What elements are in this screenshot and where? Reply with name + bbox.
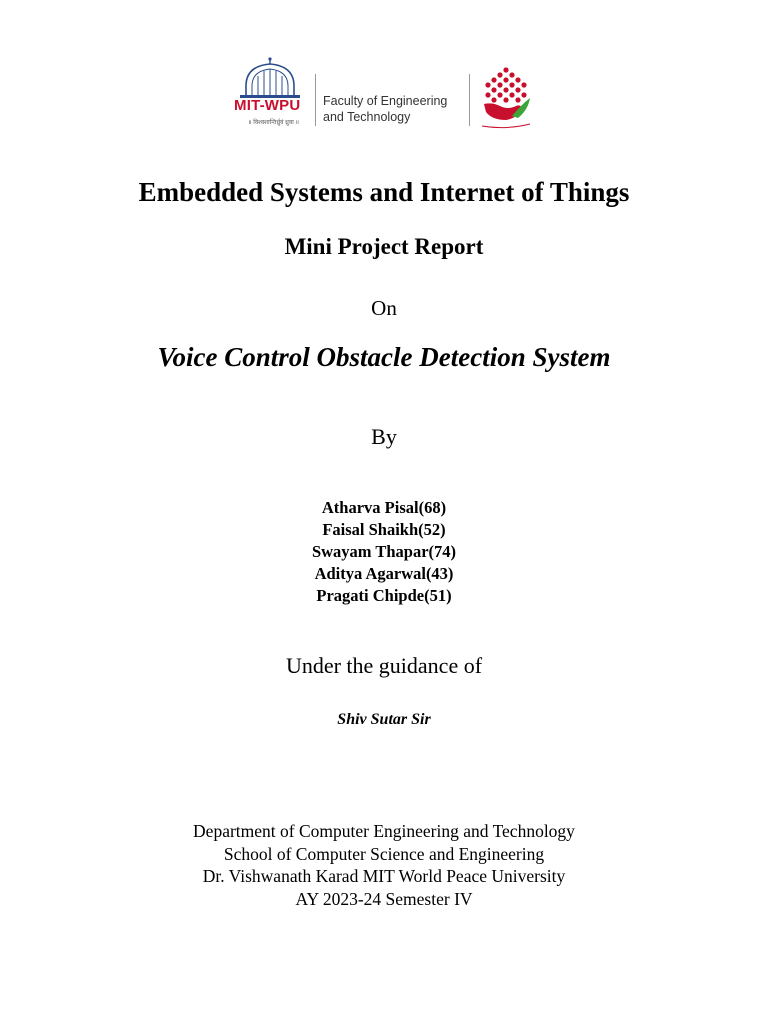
faculty-line-1: Faculty of Engineering xyxy=(323,94,448,108)
author-name: Atharva Pisal(68) xyxy=(321,498,447,517)
university-line: Dr. Vishwanath Karad MIT World Peace University xyxy=(202,866,566,886)
peace-emblem-logo xyxy=(478,64,534,134)
author-name: Aditya Agarwal(43) xyxy=(314,564,454,583)
academic-year-line: AY 2023-24 Semester IV xyxy=(295,888,473,909)
department-line: Department of Computer Engineering and Technology xyxy=(193,821,575,841)
author-name: Pragati Chipde(51) xyxy=(316,586,452,605)
logo-wordmark: MIT-WPU xyxy=(234,97,301,114)
author-name: Swayam Thapar(74) xyxy=(311,542,457,561)
author-name: Faisal Shaikh(52) xyxy=(322,520,446,539)
dome-icon xyxy=(228,56,312,100)
mit-wpu-logo xyxy=(228,56,312,136)
logo-divider-right xyxy=(469,74,470,126)
project-title: Voice Control Obstacle Detection System xyxy=(157,342,611,372)
logo-divider xyxy=(315,74,316,126)
authors-list xyxy=(0,497,768,607)
on-label: On xyxy=(371,296,397,320)
institution-block xyxy=(0,820,768,910)
report-type: Mini Project Report xyxy=(284,234,484,259)
guide-name: Shiv Sutar Sir xyxy=(337,711,431,728)
faculty-label xyxy=(323,93,447,125)
faculty-line-2: and Technology xyxy=(323,110,411,124)
course-title: Embedded Systems and Internet of Things xyxy=(138,177,630,207)
header-logos xyxy=(228,56,548,136)
by-label: By xyxy=(371,424,397,449)
school-line: School of Computer Science and Engineering xyxy=(223,843,545,864)
guidance-label: Under the guidance of xyxy=(285,653,483,678)
logo-tagline: ॥ विश्वशान्तिर्ध्रुवं ध्रुवा ॥ xyxy=(248,120,300,126)
emblem-icon xyxy=(478,64,534,134)
